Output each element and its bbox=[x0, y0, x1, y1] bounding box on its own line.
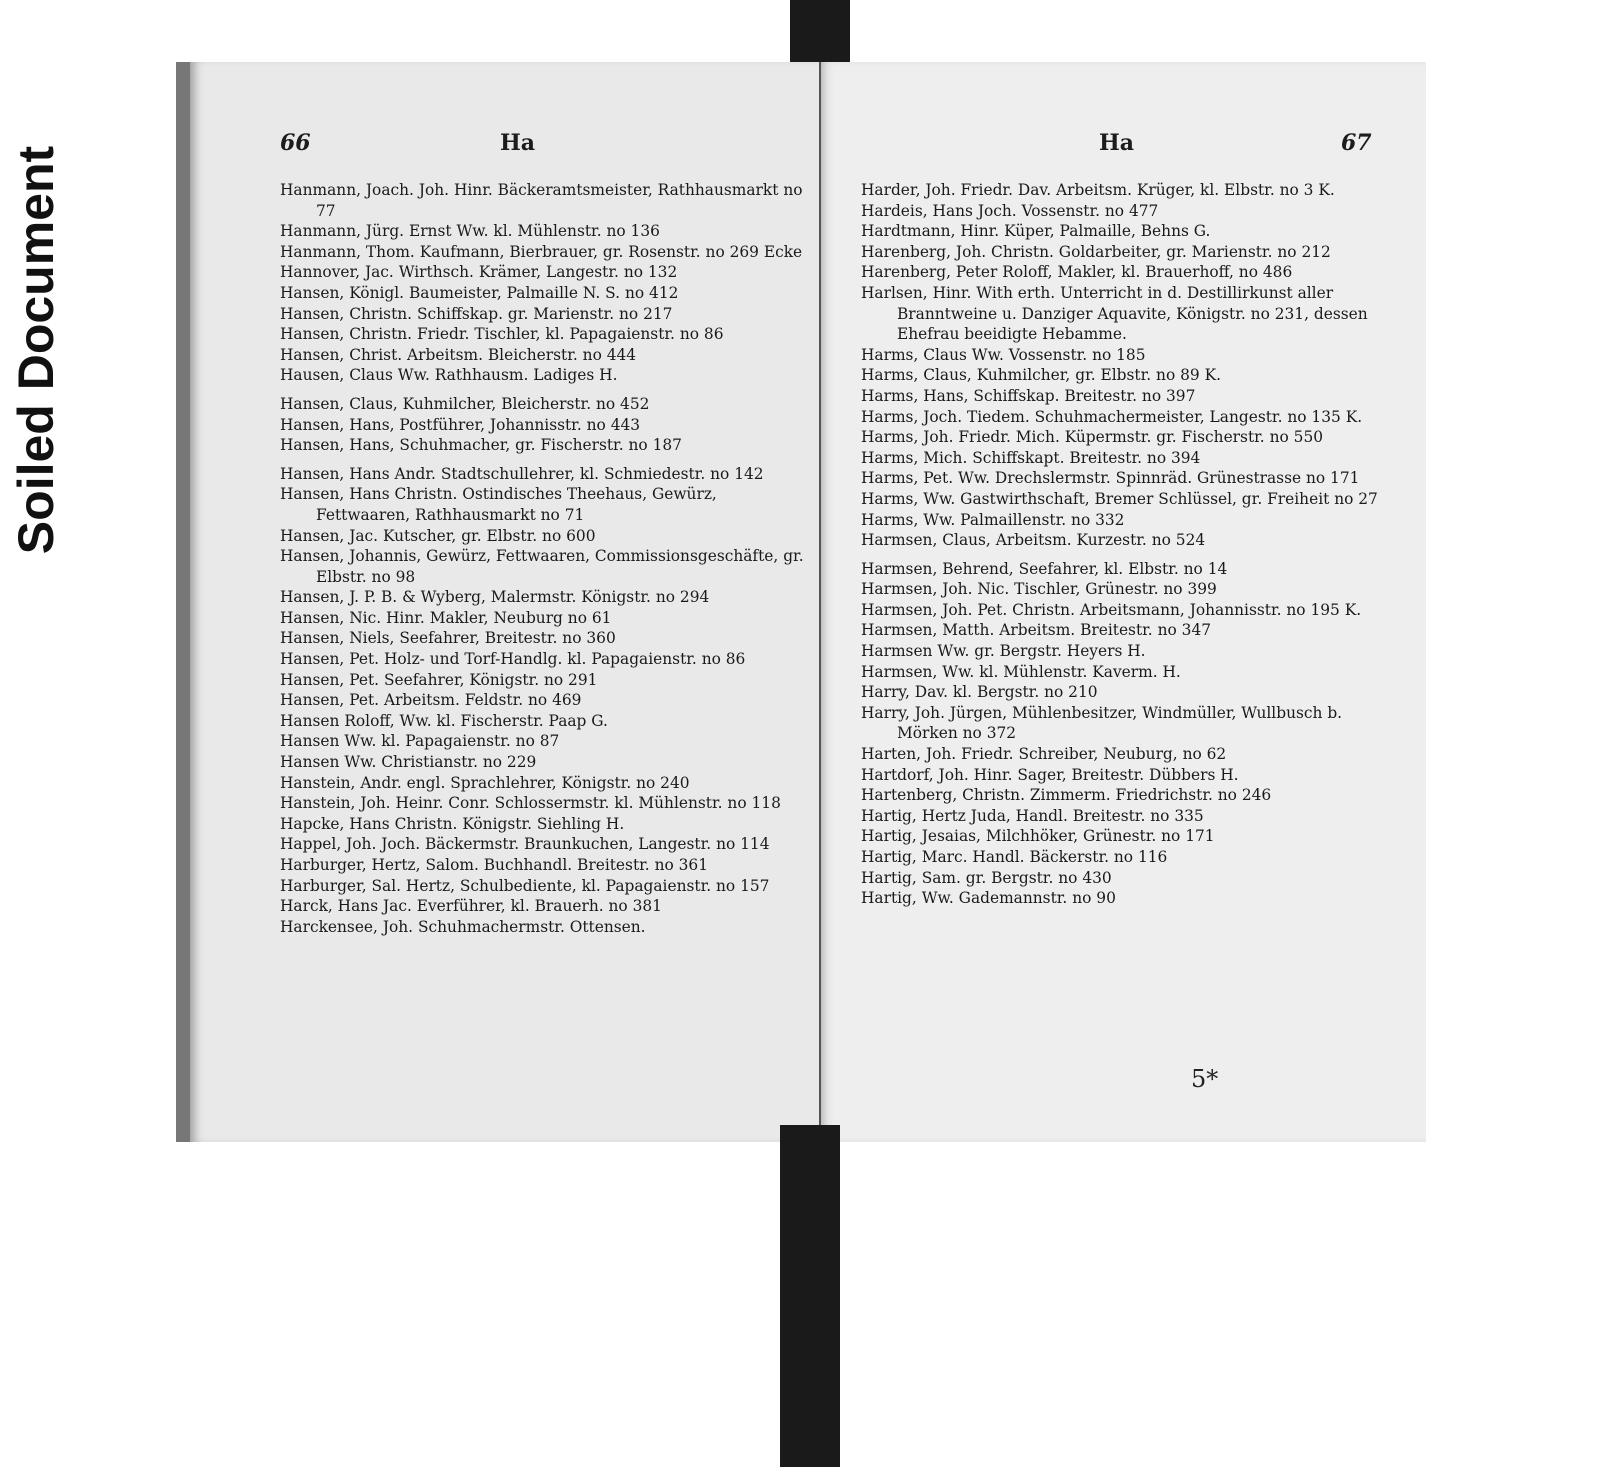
directory-entry: Hardtmann, Hinr. Küper, Palmaille, Behns G. bbox=[861, 222, 1211, 241]
directory-entry: Hartig, Ww. Gademannstr. no 90 bbox=[861, 889, 1116, 908]
directory-entry: Harmsen, Behrend, Seefahrer, kl. Elbstr. no 14 bbox=[861, 559, 1228, 578]
directory-entry: Hansen, Pet. Seefahrer, Königstr. no 291 bbox=[280, 670, 598, 689]
directory-entry: Harckensee, Joh. Schuhmachermstr. Ottensen. bbox=[280, 917, 646, 936]
right-page-heading: Ha bbox=[1099, 130, 1135, 156]
stamp-text: Soiled Document bbox=[8, 145, 64, 555]
directory-entry: Hartig, Hertz Juda, Handl. Breitestr. no 335 bbox=[861, 806, 1204, 825]
directory-entry: Harmsen, Joh. Pet. Christn. Arbeitsmann, Johannisstr. no 195 K. bbox=[861, 600, 1362, 619]
directory-entry: Harck, Hans Jac. Everführer, kl. Brauerh. no 381 bbox=[280, 897, 662, 916]
directory-entry: Hansen, Christ. Arbeitsm. Bleicherstr. no 444 bbox=[280, 345, 637, 364]
directory-entry: Hartdorf, Joh. Hinr. Sager, Breitestr. Dübbers H. bbox=[861, 765, 1239, 784]
directory-entry: Hartig, Marc. Handl. Bäckerstr. no 116 bbox=[861, 848, 1168, 866]
directory-entry: Hardeis, Hans Joch. Vossenstr. no 477 bbox=[861, 201, 1159, 220]
directory-entry: Hansen, Christn. Friedr. Tischler, kl. Papagaienstr. no 86 bbox=[280, 325, 724, 344]
directory-entry: Hansen Ww. Christianstr. no 229 bbox=[280, 753, 537, 772]
directory-entry: Harmsen, Joh. Nic. Tischler, Grünestr. no 399 bbox=[861, 580, 1217, 599]
directory-entry: Hansen, Niels, Seefahrer, Breitestr. no 360 bbox=[280, 629, 616, 648]
left-page-number: 66 bbox=[280, 130, 311, 156]
directory-entry: Hansen, Pet. Holz- und Torf-Handlg. kl. Papagaienstr. no 86 bbox=[280, 650, 746, 669]
directory-entry: Hartig, Sam. gr. Bergstr. no 430 bbox=[861, 868, 1112, 887]
left-page-header bbox=[190, 130, 819, 160]
directory-entry: Hansen, Hans, Postführer, Johannisstr. no 443 bbox=[280, 415, 641, 434]
directory-entry: Hansen, Christn. Schiffskap. gr. Marienstr. no 217 bbox=[280, 304, 673, 323]
directory-entry: Hansen, Hans, Schuhmacher, gr. Fischerstr. no 187 bbox=[280, 436, 682, 455]
directory-entry: Harmsen, Claus, Arbeitsm. Kurzestr. no 524 bbox=[861, 531, 1206, 550]
directory-entry: Harms, Hans, Schiffskap. Breitestr. no 397 bbox=[861, 386, 1196, 405]
left-entry-list bbox=[280, 180, 815, 937]
directory-entry: Hartig, Jesaias, Milchhöker, Grünestr. no 171 bbox=[861, 827, 1215, 846]
binding-tape-bottom bbox=[780, 1125, 840, 1467]
directory-entry: Harms, Mich. Schiffskapt. Breitestr. no 394 bbox=[861, 448, 1201, 467]
directory-entry: Hannover, Jac. Wirthsch. Krämer, Langestr. no 132 bbox=[280, 263, 678, 282]
directory-entry: Hartenberg, Christn. Zimmerm. Friedrichstr. no 246 bbox=[861, 786, 1272, 805]
directory-entry: Harburger, Sal. Hertz, Schulbediente, kl. Papagaienstr. no 157 bbox=[280, 876, 770, 895]
directory-entry: Hansen Ww. kl. Papagaienstr. no 87 bbox=[280, 732, 560, 751]
directory-entry: Hansen, J. P. B. & Wyberg, Malermstr. Königstr. no 294 bbox=[280, 588, 710, 607]
directory-entry: Hansen, Claus, Kuhmilcher, Bleicherstr. no 452 bbox=[280, 394, 650, 413]
directory-entry: Hanmann, Jürg. Ernst Ww. kl. Mühlenstr. no 136 bbox=[280, 222, 660, 241]
entry-gap bbox=[861, 551, 1386, 559]
directory-entry: Harten, Joh. Friedr. Schreiber, Neuburg, no 62 bbox=[861, 745, 1227, 764]
left-page bbox=[176, 62, 821, 1142]
directory-entry: Harry, Dav. kl. Bergstr. no 210 bbox=[861, 683, 1098, 702]
directory-entry: Hanstein, Andr. engl. Sprachlehrer, Königstr. no 240 bbox=[280, 773, 690, 792]
directory-entry: Harms, Ww. Palmaillenstr. no 332 bbox=[861, 510, 1125, 529]
directory-entry: Happel, Joh. Joch. Bäckermstr. Braunkuchen, Langestr. no 114 bbox=[280, 835, 770, 854]
directory-entry: Harder, Joh. Friedr. Dav. Arbeitsm. Krüger, kl. Elbstr. no 3 K. bbox=[861, 181, 1335, 199]
entry-gap bbox=[280, 456, 815, 464]
right-page-header bbox=[821, 130, 1426, 160]
directory-entry: Harms, Joh. Friedr. Mich. Küpermstr. gr. Fischerstr. no 550 bbox=[861, 428, 1324, 447]
directory-entry: Hansen, Pet. Arbeitsm. Feldstr. no 469 bbox=[280, 691, 582, 710]
directory-entry: Hansen, Jac. Kutscher, gr. Elbstr. no 600 bbox=[280, 526, 596, 545]
directory-entry: Hapcke, Hans Christn. Königstr. Siehling H. bbox=[280, 814, 625, 833]
directory-entry: Harms, Claus Ww. Vossenstr. no 185 bbox=[861, 345, 1146, 364]
open-book bbox=[176, 62, 1426, 1142]
directory-entry: Hansen, Hans Andr. Stadtschullehrer, kl. Schmiedestr. no 142 bbox=[280, 464, 764, 483]
directory-entry: Harms, Claus, Kuhmilcher, gr. Elbstr. no 89 K. bbox=[861, 366, 1221, 385]
directory-entry: Harms, Joch. Tiedem. Schuhmachermeister, Langestr. no 135 K. bbox=[861, 407, 1363, 426]
left-page-heading: Ha bbox=[500, 130, 536, 156]
directory-entry: Hansen, Hans Christn. Ostindisches Theehaus, Gewürz, Fettwaaren, Rathhausmarkt no 71 bbox=[280, 485, 717, 524]
directory-entry: Harenberg, Joh. Christn. Goldarbeiter, gr. Marienstr. no 212 bbox=[861, 242, 1331, 261]
directory-entry: Hansen, Johannis, Gewürz, Fettwaaren, Commissionsgeschäfte, gr. Elbstr. no 98 bbox=[280, 547, 804, 586]
soiled-document-stamp bbox=[0, 80, 72, 620]
directory-entry: Hausen, Claus Ww. Rathhausm. Ladiges H. bbox=[280, 366, 618, 385]
directory-entry: Hansen, Nic. Hinr. Makler, Neuburg no 61 bbox=[280, 608, 612, 627]
directory-entry: Hansen Roloff, Ww. kl. Fischerstr. Paap G. bbox=[280, 711, 608, 730]
entry-gap bbox=[280, 386, 815, 394]
directory-entry: Harburger, Hertz, Salom. Buchhandl. Breitestr. no 361 bbox=[280, 856, 709, 874]
page-signature: 5* bbox=[1191, 1065, 1219, 1093]
directory-entry: Hanstein, Joh. Heinr. Conr. Schlossermstr. kl. Mühlenstr. no 118 bbox=[280, 794, 781, 813]
directory-entry: Hansen, Königl. Baumeister, Palmaille N. S. no 412 bbox=[280, 283, 679, 302]
directory-entry: Harms, Ww. Gastwirthschaft, Bremer Schlüssel, gr. Freiheit no 27 bbox=[861, 489, 1378, 508]
directory-entry: Harmsen Ww. gr. Bergstr. Heyers H. bbox=[861, 642, 1146, 661]
directory-entry: Hanmann, Thom. Kaufmann, Bierbrauer, gr. Rosenstr. no 269 Ecke bbox=[280, 242, 803, 261]
directory-entry: Hanmann, Joach. Joh. Hinr. Bäckeramtsmeister, Rathhausmarkt no 77 bbox=[280, 181, 803, 220]
directory-entry: Harms, Pet. Ww. Drechslermstr. Spinnräd. Grünestrasse no 171 bbox=[861, 469, 1360, 488]
right-entry-list bbox=[861, 180, 1386, 909]
directory-entry: Harry, Joh. Jürgen, Mühlenbesitzer, Windmüller, Wullbusch b. Mörken no 372 bbox=[861, 703, 1343, 743]
directory-entry: Harlsen, Hinr. With erth. Unterricht in d. Destillirkunst aller Branntweine u. Danziger Aquavite, Königstr. no 231, dessen Ehefrau beeidigte Hebamme. bbox=[861, 283, 1368, 344]
directory-entry: Harmsen, Matth. Arbeitsm. Breitestr. no 347 bbox=[861, 621, 1212, 640]
right-page bbox=[821, 62, 1426, 1142]
directory-entry: Harmsen, Ww. kl. Mühlenstr. Kaverm. H. bbox=[861, 662, 1181, 681]
directory-entry: Harenberg, Peter Roloff, Makler, kl. Brauerhoff, no 486 bbox=[861, 263, 1293, 282]
right-page-number: 67 bbox=[1341, 130, 1372, 156]
